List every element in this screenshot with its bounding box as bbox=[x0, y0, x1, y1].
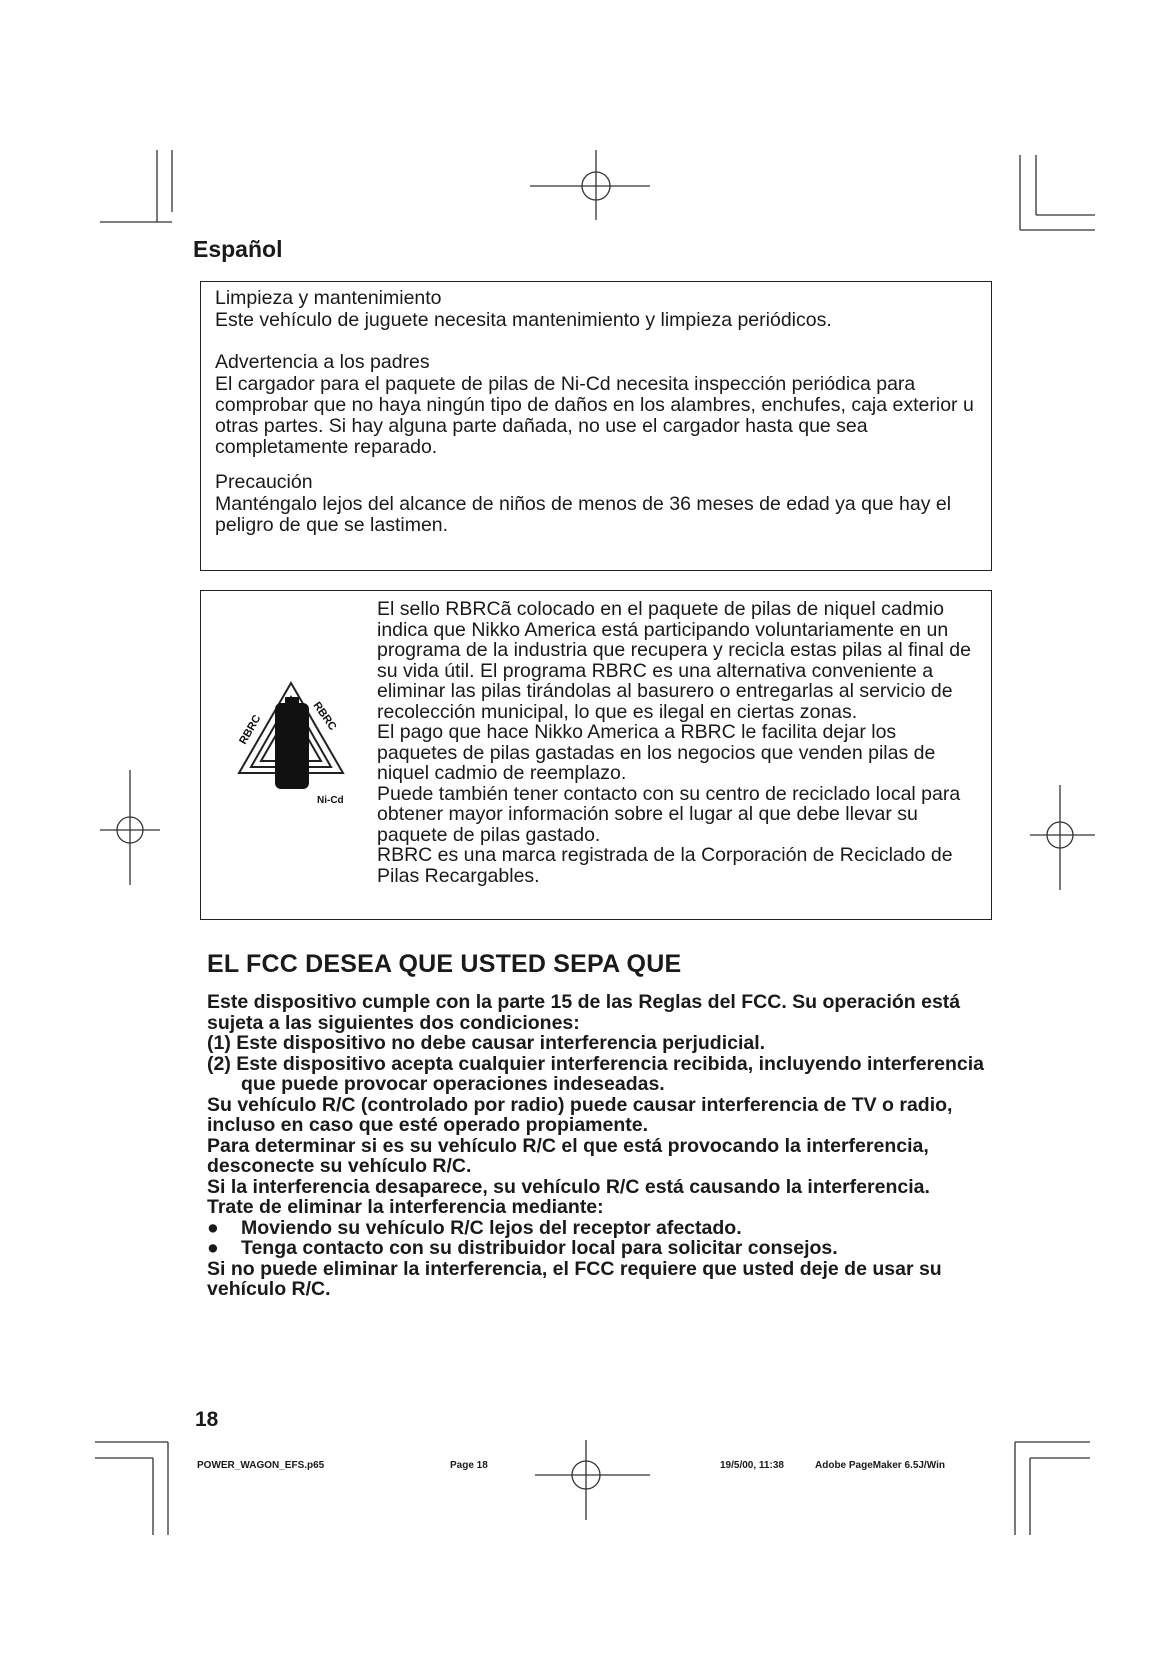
rbrc-paragraph: El sello RBRCã colocado en el paquete de pilas de niquel cadmio indica que Nikko America está participando voluntariamente en un programa de la industria que recupera y recicla estas pilas al final de su vida útil. El programa RBRC es una alternativa conveniente a eliminar las pilas tirándolas al basurero o entregarlas al servicio de recolección municipal, lo que es ilegal en ciertas zonas. bbox=[377, 598, 971, 723]
fcc-paragraph: Su vehículo R/C (controlado por radio) puede causar interferencia de TV o radio, incluso en caso que esté operado propiamente. bbox=[207, 1093, 953, 1136]
fcc-condition-2: (2) Este dispositivo acepta cualquier interferencia recibida, incluyendo interferencia que puede provocar operaciones indeseadas. bbox=[207, 1052, 984, 1095]
fcc-bullet-item bbox=[207, 1218, 997, 1239]
parents-warning-section bbox=[215, 352, 981, 458]
fcc-intro: Este dispositivo cumple con la parte 15 de las Reglas del FCC. Su operación está sujeta a las siguientes dos condiciones: bbox=[207, 991, 961, 1034]
bullet-icon: ● bbox=[207, 1216, 219, 1239]
bullet-icon: ● bbox=[207, 1237, 219, 1259]
fcc-paragraph: Para determinar si es su vehículo R/C el que está provocando la interferencia, desconecte su vehículo R/C. bbox=[207, 1134, 929, 1177]
section-text: Este vehículo de juguete necesita mantenimiento y limpieza periódicos. bbox=[215, 309, 832, 331]
section-text: Manténgalo lejos del alcance de niños de menos de 36 meses de edad ya que hay el peligro de que se lastimen. bbox=[215, 493, 952, 536]
language-heading: Español bbox=[193, 236, 283, 262]
bullet-text: Tenga contacto con su distribuidor local para solicitar consejos. bbox=[241, 1237, 838, 1259]
logo-label: Ni-Cd bbox=[317, 795, 344, 806]
fcc-bullet-item bbox=[207, 1238, 997, 1259]
fcc-paragraph: Si la interferencia desaparece, su vehículo R/C está causando la interferencia. bbox=[207, 1175, 930, 1198]
rbrc-recycling-logo-icon bbox=[231, 675, 351, 815]
section-heading: Advertencia a los padres bbox=[215, 351, 430, 373]
rbrc-paragraph: Puede también tener contacto con su centro de reciclado local para obtener mayor información sobre el lugar al que debe llevar su paquete de pilas gastado. bbox=[377, 782, 961, 846]
section-text: El cargador para el paquete de pilas de Ni-Cd necesita inspección periódica para comprobar que no haya ningún tipo de daños en los alambres, enchufes, caja exterior u otras partes. Si hay alguna parte dañada, no use el cargador hasta que sea completamente reparado. bbox=[215, 373, 974, 458]
rbrc-text bbox=[377, 599, 977, 886]
rbrc-paragraph: RBRC es una marca registrada de la Corporación de Reciclado de Pilas Recargables. bbox=[377, 844, 953, 887]
footer-filename: POWER_WAGON_EFS.p65 bbox=[197, 1460, 325, 1471]
footer-page: Page 18 bbox=[450, 1460, 488, 1471]
fcc-title: EL FCC DESEA QUE USTED SEPA QUE bbox=[207, 950, 682, 978]
fcc-condition-1: (1) Este dispositivo no debe causar interferencia perjudicial. bbox=[207, 1032, 766, 1054]
section-heading: Precaución bbox=[215, 471, 313, 493]
footer-date: 19/5/00, 11:38 bbox=[720, 1460, 784, 1471]
cleaning-section bbox=[215, 288, 981, 331]
logo-arc-text: RBRC bbox=[237, 712, 264, 747]
rbrc-paragraph: El pago que hace Nikko America a RBRC le facilita dejar los paquetes de pilas gastadas en los negocios que venden pilas de niquel cadmio de reemplazo. bbox=[377, 721, 936, 784]
caution-section bbox=[215, 472, 981, 536]
page-number: 18 bbox=[195, 1408, 219, 1431]
safety-notice-box bbox=[200, 281, 992, 571]
fcc-paragraph: Si no puede eliminar la interferencia, el FCC requiere que usted deje de usar su vehículo R/C. bbox=[207, 1257, 942, 1300]
rbrc-box bbox=[200, 590, 992, 920]
footer-app: Adobe PageMaker 6.5J/Win bbox=[815, 1460, 945, 1471]
bullet-text: Moviendo su vehículo R/C lejos del receptor afectado. bbox=[241, 1216, 742, 1239]
fcc-body bbox=[207, 992, 997, 1300]
section-heading: Limpieza y mantenimiento bbox=[215, 287, 442, 309]
logo-arc-text: RBRC bbox=[310, 699, 339, 733]
fcc-paragraph: Trate de eliminar la interferencia mediante: bbox=[207, 1196, 604, 1218]
